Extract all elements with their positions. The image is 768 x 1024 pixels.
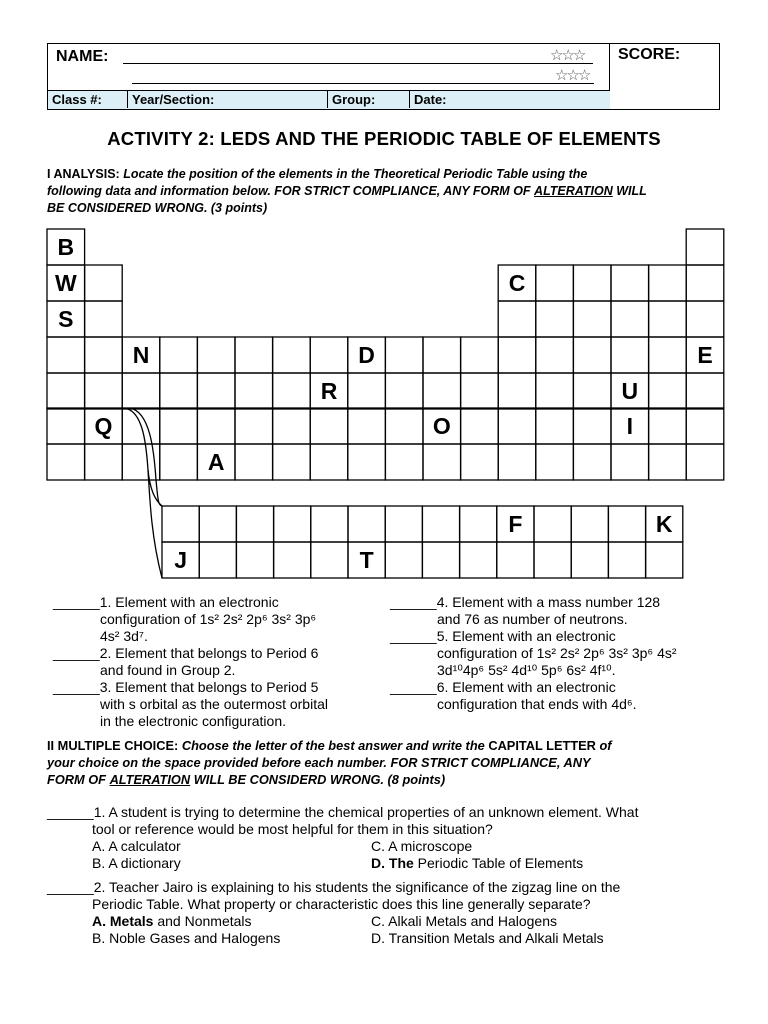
q2-option-d[interactable]: D. Transition Metals and Alkali Metals (371, 930, 604, 946)
f-block-cell (534, 542, 571, 578)
analysis-line-3: BE CONSIDERED WRONG. (3 points) (47, 201, 268, 215)
mc-of: of (599, 738, 612, 753)
analysis-item-line: and found in Group 2. (100, 662, 236, 678)
element-cell (498, 444, 536, 480)
element-cell (85, 444, 123, 480)
mc-line-3a: FORM OF (47, 772, 106, 787)
element-cell (47, 444, 85, 480)
element-cell (85, 373, 123, 409)
q1-option-c[interactable]: C. A microscope (371, 838, 473, 854)
element-cell (273, 444, 311, 480)
element-letter: I (626, 413, 633, 439)
element-cell (649, 337, 687, 373)
mc-alteration: ALTERATION (109, 772, 191, 787)
mc-capital: CAPITAL LETTER (488, 738, 596, 753)
element-cell (649, 373, 687, 409)
f-block-cell (608, 542, 645, 578)
element-cell (498, 373, 536, 409)
element-cell (385, 408, 423, 444)
element-cell (686, 373, 724, 409)
element-cell (47, 373, 85, 409)
q2-option-a-bold: A. Metals (92, 913, 154, 929)
element-cell (348, 444, 386, 480)
element-letter: F (508, 511, 523, 537)
element-cell (122, 373, 160, 409)
element-cell (611, 301, 649, 337)
year-section-label: Year/Section: (132, 92, 215, 107)
element-letter: C (508, 270, 526, 296)
element-cell (160, 408, 198, 444)
q1-option-d-bold: D. The (371, 855, 414, 871)
element-cell (160, 373, 198, 409)
f-block-cell (199, 506, 236, 542)
q2-stem-2: Periodic Table. What property or characteristic does this line generally separate? (92, 896, 591, 912)
f-block-connector (124, 408, 162, 578)
element-cell (649, 301, 687, 337)
element-cell (235, 373, 273, 409)
mc-line-2b: FOR STRICT COMPLIANCE, ANY (390, 755, 591, 770)
q1-option-a[interactable]: A. A calculator (92, 838, 181, 854)
f-block-cell (497, 542, 534, 578)
f-block-cell (274, 542, 311, 578)
element-cell (686, 229, 724, 265)
element-cell (686, 408, 724, 444)
analysis-item-line: and 76 as number of neutrons. (437, 611, 628, 627)
mc-instructions (47, 737, 722, 788)
element-cell (686, 301, 724, 337)
analysis-item-line[interactable]: ______2. Element that belongs to Period 6 (53, 645, 319, 661)
element-cell (498, 408, 536, 444)
analysis-item-line[interactable]: ______3. Element that belongs to Period 5 (53, 679, 319, 695)
name-label: NAME: (56, 48, 109, 65)
element-letter: N (132, 342, 150, 368)
f-block-cell (422, 542, 459, 578)
analysis-item-line: with s orbital as the outermost orbital (100, 696, 328, 712)
element-cell (235, 337, 273, 373)
f-block-cell (311, 506, 348, 542)
element-cell (461, 337, 499, 373)
element-cell (461, 444, 499, 480)
element-cell (85, 265, 123, 301)
element-cell (536, 337, 574, 373)
element-cell (423, 337, 461, 373)
analysis-item-line: 3d¹⁰4p⁶ 5s² 4d¹⁰ 5p⁶ 6s² 4f¹⁰. (437, 662, 616, 678)
element-cell (273, 373, 311, 409)
f-block-cell (348, 506, 385, 542)
element-letter: U (621, 378, 639, 404)
q1-option-d[interactable] (371, 855, 583, 872)
element-cell (348, 408, 386, 444)
element-cell (47, 337, 85, 373)
element-letter: D (358, 342, 375, 368)
f-block-cell (646, 542, 683, 578)
element-cell (348, 373, 386, 409)
mc-prefix: II MULTIPLE CHOICE: (47, 738, 179, 753)
element-letter: S (58, 306, 74, 332)
element-cell (85, 301, 123, 337)
element-cell (235, 408, 273, 444)
element-cell (498, 337, 536, 373)
element-cell (573, 265, 611, 301)
element-cell (498, 301, 536, 337)
element-cell (273, 408, 311, 444)
element-letter: A (207, 449, 225, 475)
element-cell (536, 265, 574, 301)
q2-option-b[interactable]: B. Noble Gases and Halogens (92, 930, 281, 946)
f-block-cell (236, 506, 273, 542)
analysis-item-line: configuration that ends with 4d⁶. (437, 696, 637, 712)
f-block-cell (571, 542, 608, 578)
element-cell (197, 373, 235, 409)
analysis-alteration: ALTERATION (534, 184, 613, 198)
analysis-item-line: 4s² 3d⁷. (100, 628, 148, 644)
date-label: Date: (414, 92, 447, 107)
class-label: Class #: (52, 92, 102, 107)
analysis-prefix: I ANALYSIS: (47, 167, 120, 181)
element-cell (385, 373, 423, 409)
page-title: ACTIVITY 2: LEDS AND THE PERIODIC TABLE OF ELEMENTS (107, 128, 661, 149)
analysis-line-2: following data and information below. FOR STRICT COMPLIANCE, ANY FORM OF (47, 184, 531, 198)
element-letter: J (174, 547, 187, 573)
element-letter: T (359, 547, 374, 573)
element-cell (235, 444, 273, 480)
stars-icon: ☆☆☆ (550, 47, 585, 64)
element-letter: W (54, 270, 77, 296)
analysis-line-2-end: WILL (616, 184, 647, 198)
element-cell (423, 373, 461, 409)
mc-line-1: Choose the letter of the best answer and write the (181, 738, 485, 753)
element-letter: Q (94, 413, 113, 439)
element-cell (573, 444, 611, 480)
element-cell (160, 337, 198, 373)
f-block-cell (385, 506, 422, 542)
element-cell (423, 444, 461, 480)
f-block-cell (162, 506, 199, 542)
element-cell (160, 444, 198, 480)
q1-option-b[interactable]: B. A dictionary (92, 855, 181, 871)
q2-option-a[interactable] (92, 913, 252, 930)
element-cell (85, 337, 123, 373)
stars-icon: ☆☆☆ (555, 67, 590, 84)
element-letter: O (432, 413, 451, 439)
element-cell (649, 408, 687, 444)
analysis-item-line[interactable]: ______6. Element with an electronic (390, 679, 616, 695)
element-cell (536, 444, 574, 480)
f-block-cell (274, 506, 311, 542)
element-cell (649, 265, 687, 301)
f-block-cell (422, 506, 459, 542)
analysis-item-line[interactable]: ______4. Element with a mass number 128 (390, 594, 661, 610)
element-cell (310, 444, 348, 480)
f-block-cell (236, 542, 273, 578)
f-block-cell (460, 506, 497, 542)
score-label: SCORE: (618, 46, 681, 63)
q2-stem-1: ______2. Teacher Jairo is explaining to his students the significance of the zigzag line on the (47, 879, 621, 895)
element-cell (573, 373, 611, 409)
f-block-cell (534, 506, 571, 542)
analysis-item-line: configuration of 1s² 2s² 2p⁶ 3s² 3p⁶ 4s² (437, 645, 677, 661)
f-block-cell (571, 506, 608, 542)
element-cell (310, 337, 348, 373)
analysis-line-1: Locate the position of the elements in the Theoretical Periodic Table using the (123, 167, 588, 181)
element-cell (611, 337, 649, 373)
element-cell (197, 408, 235, 444)
element-cell (47, 408, 85, 444)
element-cell (686, 265, 724, 301)
element-cell (461, 373, 499, 409)
analysis-item-line: in the electronic configuration. (100, 713, 286, 729)
q2-option-c[interactable]: C. Alkali Metals and Halogens (371, 913, 557, 929)
element-cell (611, 444, 649, 480)
element-letter: B (57, 234, 75, 260)
element-cell (611, 265, 649, 301)
analysis-item-line: configuration of 1s² 2s² 2p⁶ 3s² 3p⁶ (100, 611, 317, 627)
element-cell (573, 337, 611, 373)
f-block-cell (460, 542, 497, 578)
element-cell (536, 408, 574, 444)
element-cell (649, 444, 687, 480)
element-cell (536, 373, 574, 409)
q1-stem-2: tool or reference would be most helpful for them in this situation? (92, 821, 493, 837)
mc-line-3b: WILL BE CONSIDERD WRONG. (8 points) (193, 772, 446, 787)
element-letter: K (655, 511, 673, 537)
analysis-item-line[interactable]: ______1. Element with an electronic (53, 594, 279, 610)
element-cell (273, 337, 311, 373)
element-cell (310, 408, 348, 444)
element-letter: R (320, 378, 338, 404)
element-letter: E (697, 342, 713, 368)
element-cell (385, 337, 423, 373)
q2-option-a-rest: and Nonmetals (153, 913, 252, 929)
element-cell (686, 444, 724, 480)
element-cell (385, 444, 423, 480)
q1-option-d-rest: Periodic Table of Elements (413, 855, 584, 871)
f-block-cell (199, 542, 236, 578)
mc-line-2: your choice on the space provided before each number. (47, 755, 387, 770)
f-block-cell (385, 542, 422, 578)
f-block-cell (608, 506, 645, 542)
group-label: Group: (332, 92, 376, 107)
element-cell (573, 408, 611, 444)
element-cell (197, 337, 235, 373)
element-cell (461, 408, 499, 444)
analysis-item-line[interactable]: ______5. Element with an electronic (390, 628, 616, 644)
q1-stem-1: ______1. A student is trying to determine the chemical properties of an unknown element. What (47, 804, 639, 820)
element-cell (573, 301, 611, 337)
f-block-cell (311, 542, 348, 578)
element-cell (536, 301, 574, 337)
